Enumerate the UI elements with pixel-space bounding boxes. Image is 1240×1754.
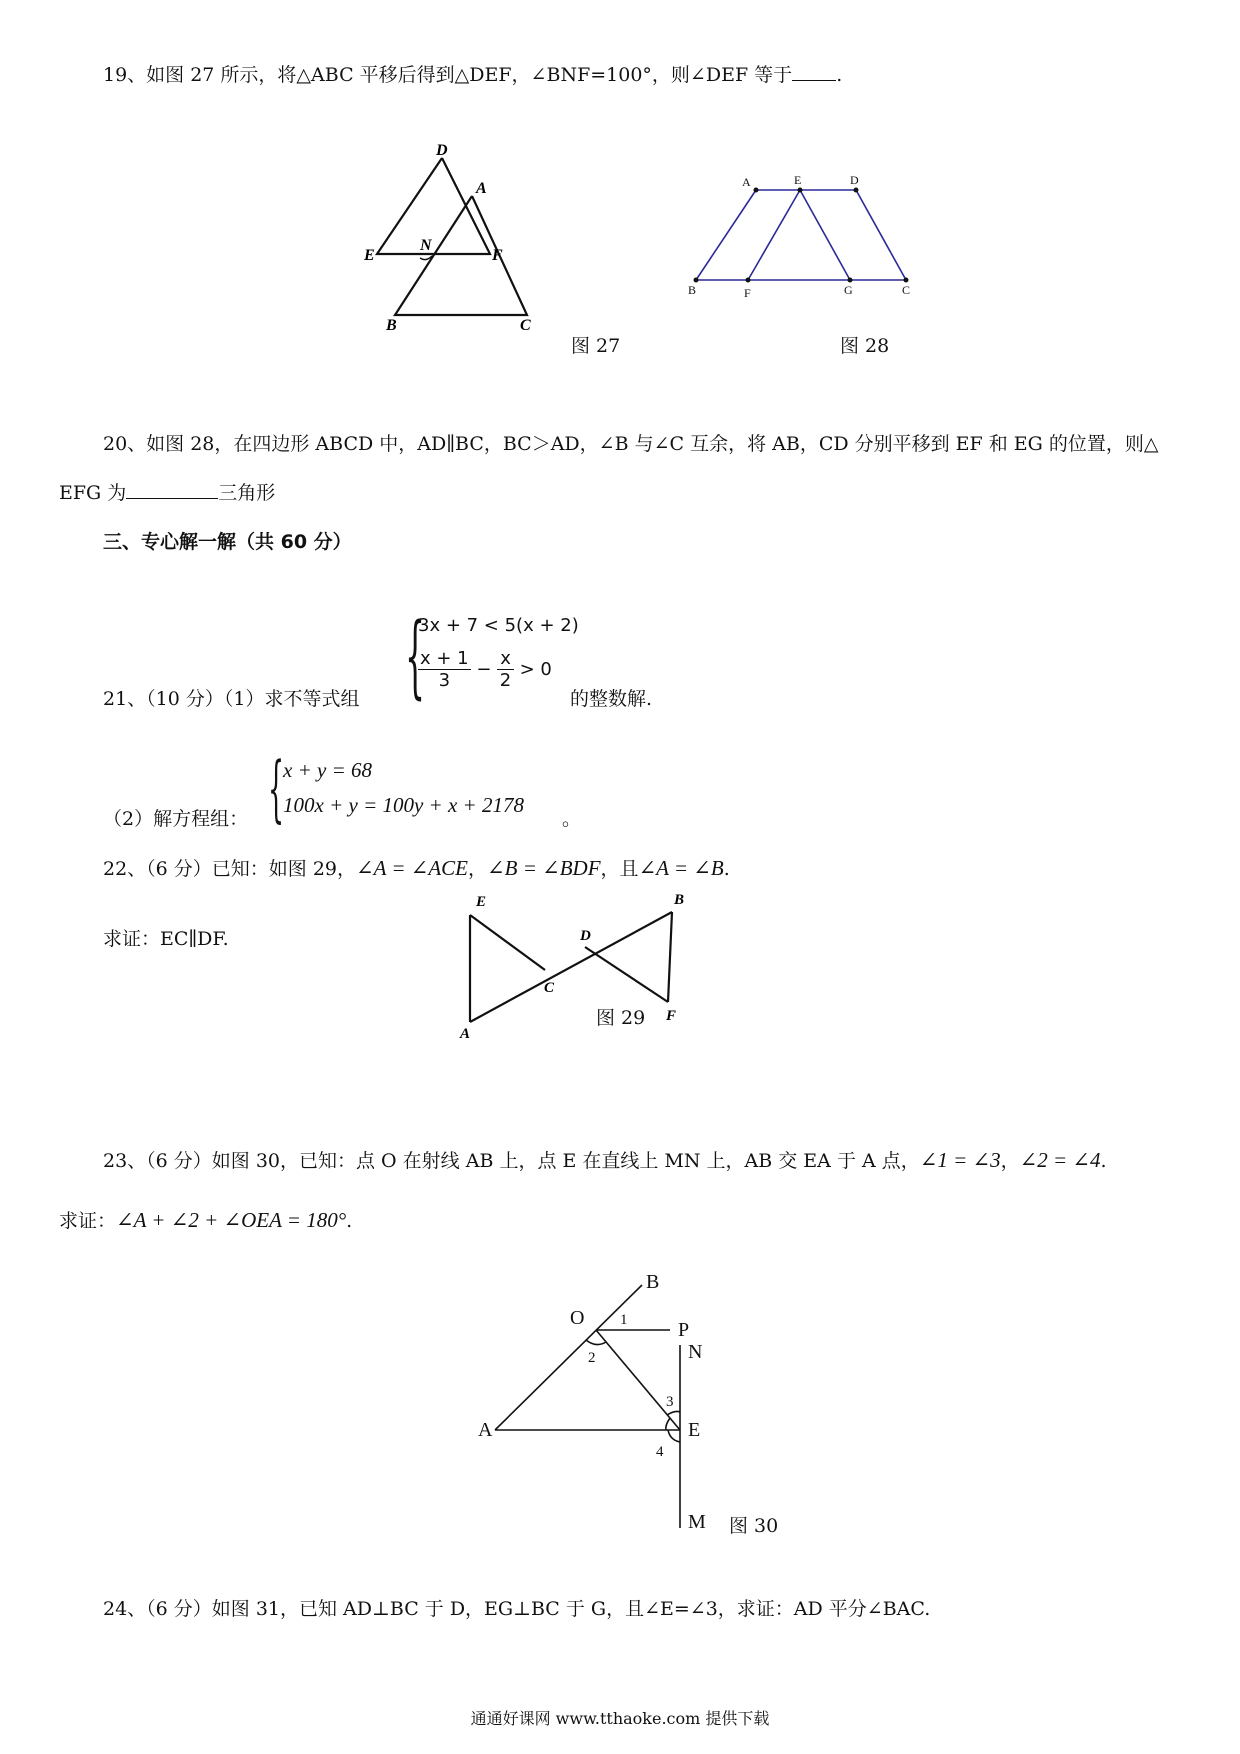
angle-2-label: 2	[588, 1350, 596, 1366]
point-b-label: B	[674, 892, 685, 908]
angle-4-label: 4	[656, 1444, 664, 1460]
angle-4-arc	[668, 1430, 680, 1442]
point-a-label: A	[478, 1419, 493, 1441]
question-23-prove	[59, 1210, 352, 1231]
point-p-label: P	[678, 1319, 690, 1341]
question-23-end: .	[1100, 1150, 1107, 1172]
point-d-label: D	[436, 142, 448, 159]
point-n-label: N	[420, 237, 432, 254]
separator: ，	[1000, 1150, 1020, 1172]
point-b-label: B	[646, 1271, 660, 1293]
question-19-end: .	[836, 64, 843, 86]
prove-end: .	[346, 1210, 353, 1232]
figure-30-caption: 图 30	[729, 1515, 779, 1537]
question-23	[103, 1150, 1107, 1171]
left-brace: {	[268, 746, 285, 830]
page-footer: 通通好课网 www.tthaoke.com 提供下载	[470, 1709, 770, 1728]
angle-3-label: 3	[666, 1394, 674, 1410]
point-c-label: C	[520, 317, 531, 334]
question-20-line2-pre: EFG 为	[59, 482, 127, 504]
point-d-label: D	[850, 173, 859, 187]
separator: ，	[468, 858, 488, 880]
figure-27	[364, 140, 540, 334]
point-a-label: A	[742, 175, 751, 189]
section-3-title: 三、专心解一解（共 60 分）	[103, 531, 352, 553]
question-24: 24、（6 分）如图 31，已知 AD⊥BC 于 D，EG⊥BC 于 G，且∠E=∠3，求证：AD 平分∠BAC.	[103, 1598, 931, 1620]
condition-2: ∠B = ∠BDF	[487, 856, 601, 880]
point-g-label: G	[844, 283, 853, 297]
point-b-label: B	[386, 317, 397, 334]
point-n-label: N	[688, 1341, 703, 1363]
question-21-part1-post: 的整数解.	[570, 688, 653, 710]
point-e-label: E	[476, 894, 487, 910]
fraction-1-denominator: 3	[438, 670, 451, 691]
point-c-label: C	[544, 980, 555, 996]
question-19	[103, 66, 842, 85]
condition-3: ∠A = ∠B	[638, 856, 724, 880]
separator: ，且	[600, 858, 639, 880]
angle-oea-arc	[666, 1418, 670, 1430]
angle-2-arc	[586, 1340, 606, 1345]
question-21-part2-post: 。	[562, 808, 582, 830]
point-e-label: E	[364, 247, 375, 264]
point-f-label: F	[666, 1008, 677, 1024]
condition-1: ∠1 = ∠3	[919, 1148, 1001, 1172]
condition-2: ∠2 = ∠4	[1019, 1148, 1101, 1172]
triangle-abc	[395, 196, 527, 315]
fraction-2-denominator: 2	[499, 670, 512, 691]
segment-ab	[696, 190, 756, 280]
question-20-line1: 20、如图 28，在四边形 ABCD 中，AD∥BC，BC＞AD，∠B 与∠C 互余，将 AB，CD 分别平移到 EF 和 EG 的位置，则△	[103, 433, 1159, 455]
fraction-2-numerator: x	[497, 648, 514, 670]
segment-df	[585, 947, 668, 1002]
answer-blank	[126, 498, 218, 499]
question-20-line2-post: 三角形	[218, 482, 276, 504]
segment-bf	[668, 912, 672, 1002]
figure-27-caption: 图 27	[571, 335, 621, 357]
segment-dc	[856, 190, 906, 280]
minus-sign: −	[476, 659, 492, 680]
question-22	[103, 858, 730, 879]
left-brace: {	[405, 604, 426, 709]
point-m-label: M	[688, 1511, 706, 1533]
point-a-label: A	[460, 1026, 471, 1042]
segment-eg	[800, 190, 850, 280]
figure-28	[680, 170, 920, 300]
fraction-1-numerator: x + 1	[420, 648, 469, 669]
inequality-2	[418, 648, 552, 691]
inequality-1: 3x + 7 < 5(x + 2)	[418, 615, 579, 636]
figure-30	[470, 1270, 730, 1540]
point-e-label: E	[794, 173, 802, 187]
question-21-part1-pre: 21、（10 分）（1）求不等式组	[103, 688, 360, 710]
point-o-label: O	[570, 1307, 585, 1329]
point-d-label: D	[580, 928, 591, 944]
point-f-label: F	[492, 247, 503, 264]
angle-1-label: 1	[620, 1312, 628, 1328]
triangle-def	[377, 158, 490, 254]
question-22-prove: 求证：EC∥DF.	[103, 928, 229, 950]
question-22-end: .	[723, 858, 730, 880]
equation-1: x + y = 68	[283, 758, 372, 782]
prove-expression: ∠A + ∠2 + ∠OEA = 180°	[116, 1208, 347, 1232]
equation-2: 100x + y = 100y + x + 2178	[283, 793, 524, 817]
question-22-pre: 22、（6 分）已知：如图 29，	[103, 858, 357, 880]
figure-29-caption: 图 29	[596, 1007, 646, 1029]
prove-label: 求证：	[59, 1210, 117, 1232]
angle-3-arc	[667, 1411, 680, 1415]
point-a-label: A	[476, 180, 487, 197]
point-b-label: B	[688, 283, 697, 297]
answer-blank	[792, 80, 836, 81]
point-e-label: E	[688, 1419, 701, 1441]
condition-1: ∠A = ∠ACE	[356, 856, 469, 880]
figure-28-caption: 图 28	[840, 335, 890, 357]
point-c-label: C	[902, 283, 911, 297]
question-19-text: 19、如图 27 所示，将△ABC 平移后得到△DEF，∠BNF=100°，则∠DEF 等于	[103, 64, 793, 86]
figure-29	[460, 890, 700, 1040]
question-20-line2	[59, 484, 275, 503]
inequality-2-tail: > 0	[519, 659, 552, 680]
question-23-line1: 23、（6 分）如图 30，已知：点 O 在射线 AB 上，点 E 在直线上 MN 上，AB 交 EA 于 A 点，	[103, 1150, 920, 1172]
segment-ef	[748, 190, 800, 280]
segment-ec	[470, 915, 545, 970]
question-21-part2-pre: （2）解方程组：	[103, 808, 249, 830]
point-f-label: F	[744, 286, 751, 300]
